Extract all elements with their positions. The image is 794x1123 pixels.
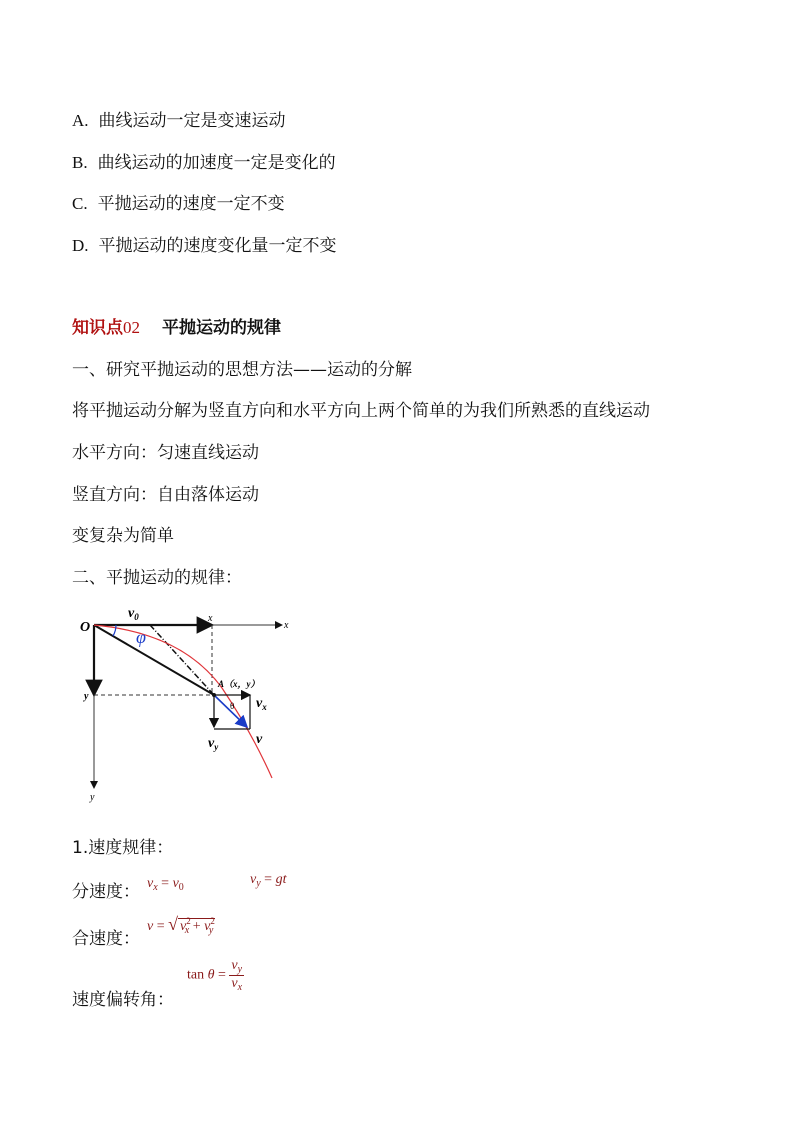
knowledge-point-tag: 知识点 [72, 318, 123, 338]
combined-velocity-label: 合速度： [72, 929, 140, 949]
theta-label: θ [230, 701, 235, 711]
point-a-label: A（x，y） [218, 679, 260, 689]
displacement-line [94, 625, 214, 695]
eq-vy: $v_y$ = gt [250, 872, 287, 889]
trajectory-curve [94, 625, 272, 778]
knowledge-point-title: 平抛运动的规律 [162, 318, 281, 338]
eq-tan-theta: tan θ = $\frac{v_y}{v_x}$ [187, 958, 243, 993]
section1-line3: 竖直方向：自由落体运动 [72, 485, 259, 505]
projectile-diagram [72, 603, 302, 803]
phi-label: φ [136, 627, 146, 647]
v-label: v [256, 732, 263, 747]
v0-label: $v_0$ [128, 606, 139, 622]
section1-line1: 将平抛运动分解为竖直方向和水平方向上两个简单的为我们所熟悉的直线运动 [72, 401, 650, 421]
x-axis-label: x [284, 620, 289, 631]
component-velocity-label: 分速度： [72, 882, 140, 902]
point-a [212, 693, 216, 697]
v-arrow [214, 695, 247, 727]
knowledge-point-number: 02 [123, 318, 140, 337]
x-small-label: x [208, 613, 213, 624]
y-small-label: y [84, 691, 89, 702]
option-b: B. 曲线运动的加速度一定是变化的 [72, 153, 336, 173]
option-d: D. 平抛运动的速度变化量一定不变 [72, 236, 337, 256]
eq-vx: $v_x = v_0$ [147, 876, 184, 893]
deflection-angle-label: 速度偏转角： [72, 990, 174, 1010]
section2-heading: 二、平抛运动的规律： [72, 568, 242, 588]
angle-arc [113, 625, 116, 636]
section1-line2: 水平方向：匀速直线运动 [72, 443, 259, 463]
section1-heading: 一、研究平抛运动的思想方法——运动的分解 [72, 360, 412, 380]
origin-label: O [80, 620, 91, 635]
option-a: A. 曲线运动一定是变速运动 [72, 111, 286, 131]
vy-label: $v_y$ [208, 736, 219, 752]
tangent-extension-line [150, 625, 214, 695]
vx-label: $v_x$ [256, 696, 267, 712]
eq-v: v = √ $v^2_x + v^2_y$ [147, 914, 215, 936]
section1-line4: 变复杂为简单 [72, 526, 174, 546]
y-axis-label: y [90, 792, 95, 803]
option-c: C. 平抛运动的速度一定不变 [72, 194, 285, 214]
knowledge-point-heading [72, 313, 281, 338]
velocity-rule-heading: 1.速度规律： [72, 838, 174, 858]
